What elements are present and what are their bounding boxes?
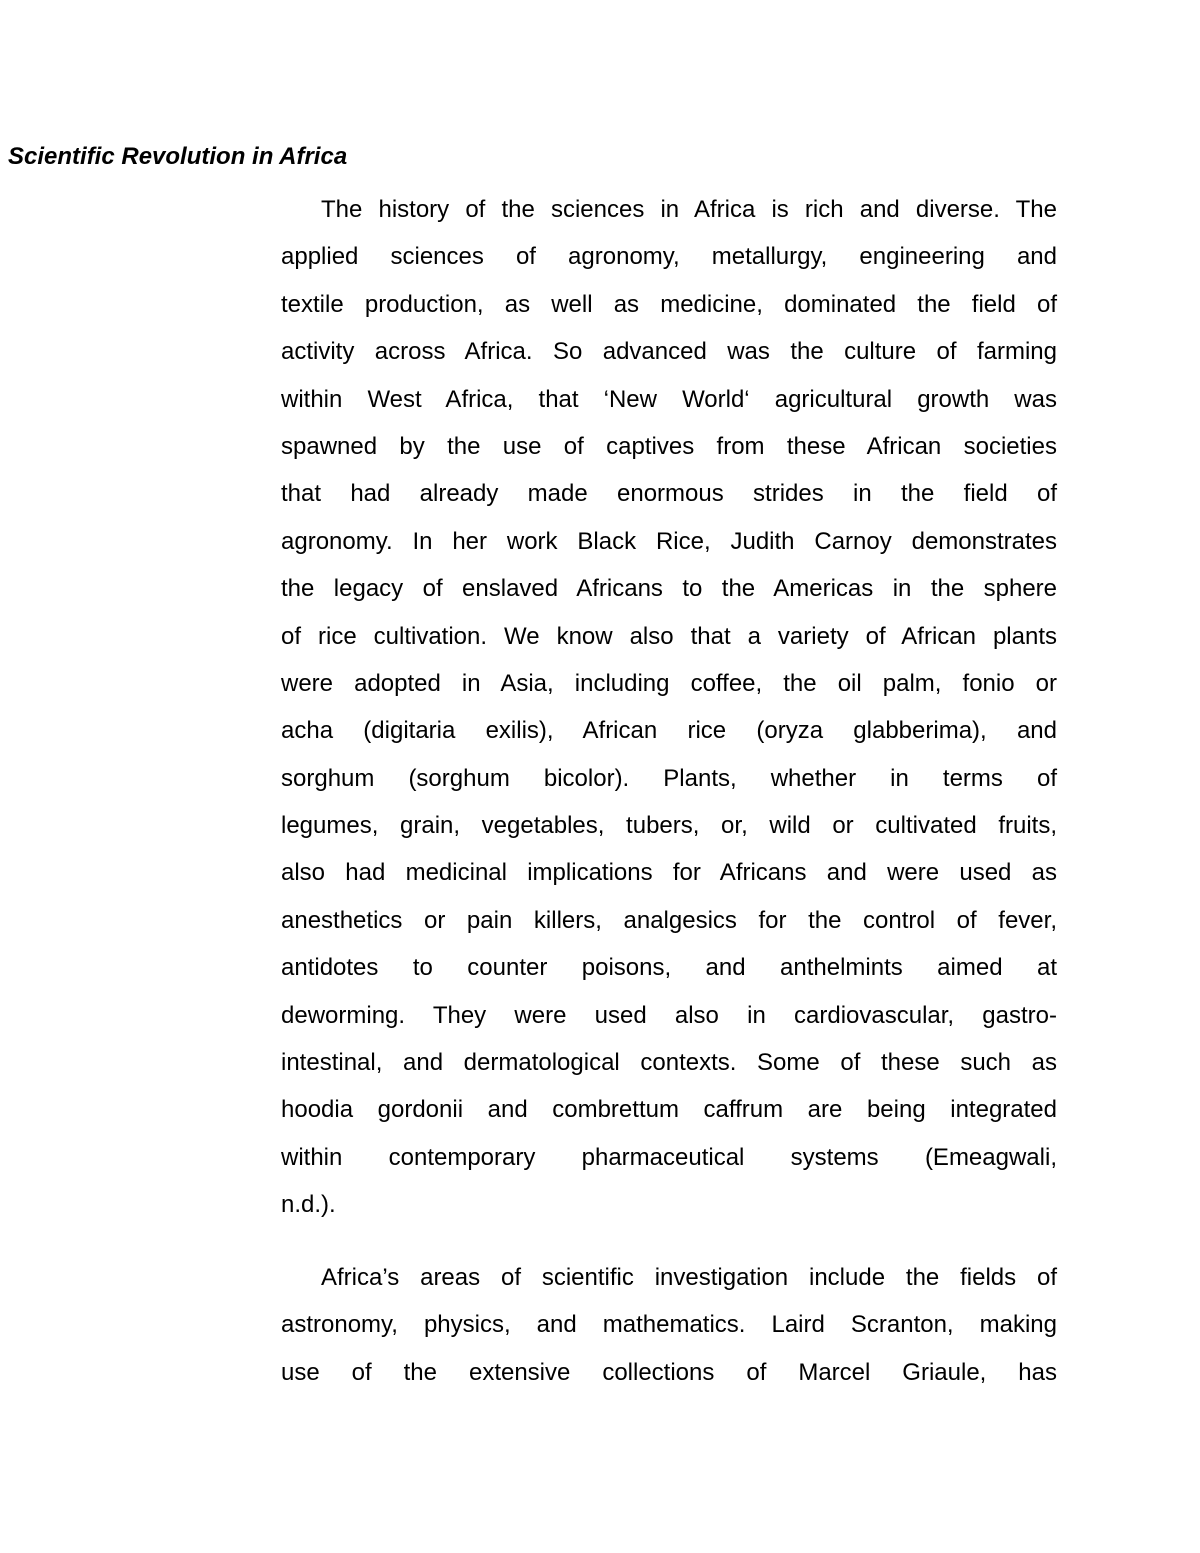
document-title: Scientific Revolution in Africa [8,143,348,170]
text-line: deworming. They were used also in cardiovascular, gastro- [281,1001,1057,1029]
text-line: n.d.). [281,1191,336,1219]
text-line: The history of the sciences in Africa is rich and diverse. The [321,196,1057,223]
text-line: within contemporary pharmaceutical systems (Emeagwali, [281,1143,1057,1171]
text-line: applied sciences of agronomy, metallurgy, engineering and [281,243,1057,271]
paragraph-1 [281,186,1057,1229]
text-line: the legacy of enslaved Africans to the Americas in the sphere [281,575,1057,603]
text-line: hoodia gordonii and combrettum caffrum are being integrated [281,1096,1057,1124]
text-line: antidotes to counter poisons, and anthelmints aimed at [281,954,1057,982]
text-line: were adopted in Asia, including coffee, the oil palm, fonio or [281,669,1057,697]
text-line: Africa’s areas of scientific investigation include the fields of [321,1264,1057,1291]
text-line: spawned by the use of captives from these African societies [281,432,1057,460]
text-line: sorghum (sorghum bicolor). Plants, whether in terms of [281,764,1057,792]
text-line: anesthetics or pain killers, analgesics for the control of fever, [281,906,1057,934]
text-line: also had medicinal implications for Africans and were used as [281,859,1057,887]
text-line: legumes, grain, vegetables, tubers, or, wild or cultivated fruits, [281,812,1057,840]
text-line: agronomy. In her work Black Rice, Judith Carnoy demonstrates [281,527,1057,555]
paragraph-2 [281,1254,1057,1396]
text-line: of rice cultivation. We know also that a variety of African plants [281,622,1057,650]
text-line: intestinal, and dermatological contexts. Some of these such as [281,1049,1057,1077]
text-line: activity across Africa. So advanced was the culture of farming [281,338,1057,366]
text-line: that had already made enormous strides in the field of [281,480,1057,508]
text-line: use of the extensive collections of Marcel Griaule, has [281,1358,1057,1386]
text-line: textile production, as well as medicine, dominated the field of [281,290,1057,318]
text-line: within West Africa, that ‘New World‘ agricultural growth was [281,385,1057,413]
text-line: astronomy, physics, and mathematics. Laird Scranton, making [281,1311,1057,1339]
text-line: acha (digitaria exilis), African rice (oryza glabberima), and [281,717,1057,745]
